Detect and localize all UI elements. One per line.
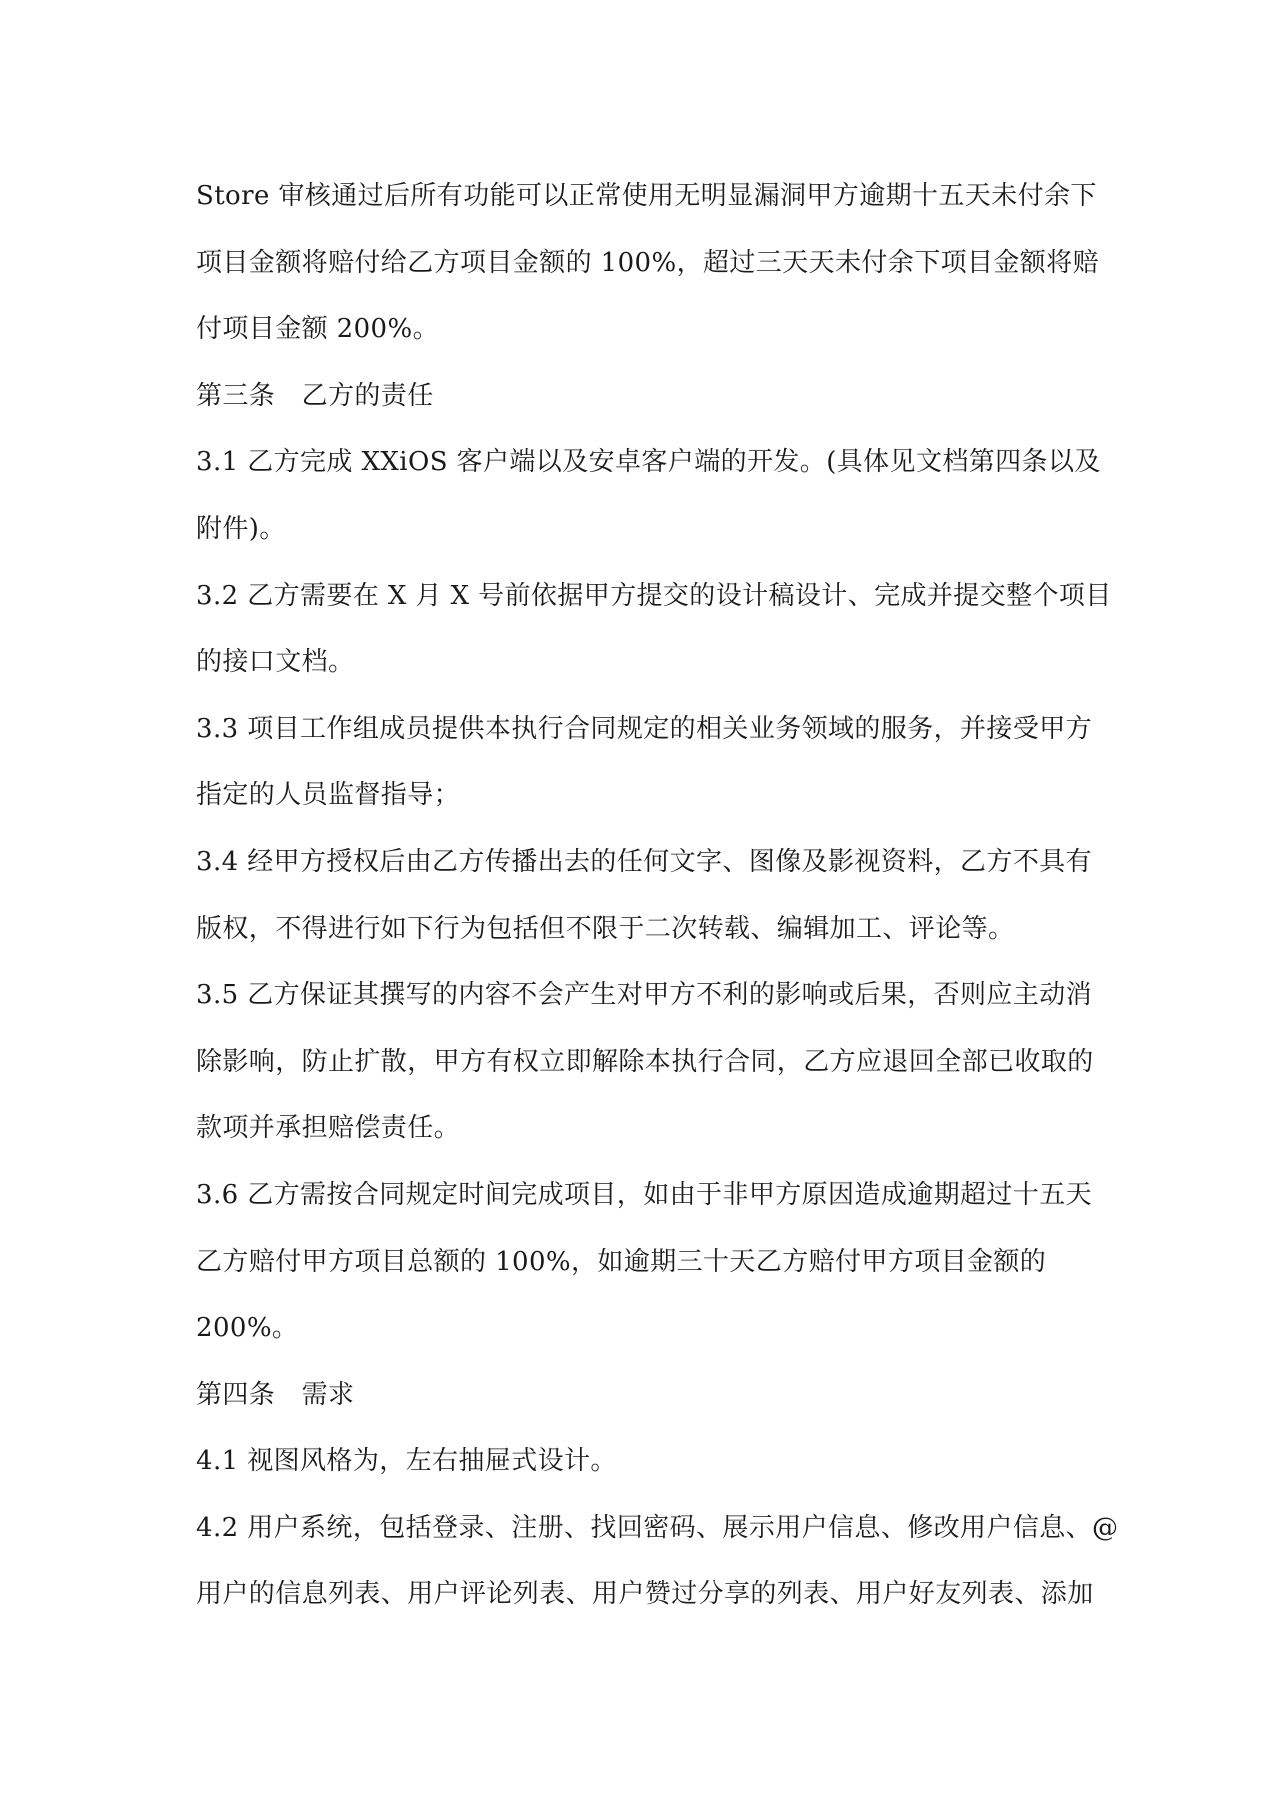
text-line: 用户的信息列表、用户评论列表、用户赞过分享的列表、用户好友列表、添加 — [196, 1579, 1094, 1610]
clause-3-6: 3.6 乙方需按合同规定时间完成项目，如由于非甲方原因造成逾期超过十五天 — [196, 1179, 1093, 1210]
clause-3-2: 3.2 乙方需要在 X 月 X 号前依据甲方提交的设计稿设计、完成并提交整个项目 — [196, 580, 1112, 611]
text-line: 项目金额将赔付给乙方项目金额的 100%，超过三天天未付余下项目金额将赔 — [196, 247, 1099, 278]
section-heading-3: 第三条 乙方的责任 — [196, 380, 434, 411]
section-heading-4: 第四条 需求 — [196, 1379, 355, 1410]
clause-4-1: 4.1 视图风格为，左右抽屉式设计。 — [196, 1446, 617, 1477]
text-line: 附件)。 — [196, 513, 286, 544]
clause-3-3: 3.3 项目工作组成员提供本执行合同规定的相关业务领域的服务，并接受甲方 — [196, 713, 1093, 744]
text-line: 付项目金额 200%。 — [196, 314, 439, 345]
text-line: 款项并承担赔偿责任。 — [196, 1113, 461, 1144]
text-line: 乙方赔付甲方项目总额的 100%，如逾期三十天乙方赔付甲方项目金额的 — [196, 1246, 1047, 1277]
clause-3-5: 3.5 乙方保证其撰写的内容不会产生对甲方不利的影响或后果，否则应主动消 — [196, 980, 1093, 1011]
document-body — [196, 163, 1119, 1628]
text-line: 版权，不得进行如下行为包括但不限于二次转载、编辑加工、评论等。 — [196, 913, 1015, 944]
clause-3-1: 3.1 乙方完成 XXiOS 客户端以及安卓客户端的开发。(具体见文档第四条以及 — [196, 447, 1101, 478]
text-line: 指定的人员监督指导； — [196, 780, 461, 811]
text-line: 除影响，防止扩散，甲方有权立即解除本执行合同，乙方应退回全部已收取的 — [196, 1046, 1094, 1077]
clause-3-4: 3.4 经甲方授权后由乙方传播出去的任何文字、图像及影视资料，乙方不具有 — [196, 846, 1093, 877]
text-line: Store 审核通过后所有功能可以正常使用无明显漏洞甲方逾期十五天未付余下 — [196, 181, 1097, 211]
text-line: 的接口文档。 — [196, 647, 355, 678]
text-line: 200%。 — [196, 1313, 299, 1344]
clause-4-2: 4.2 用户系统，包括登录、注册、找回密码、展示用户信息、修改用户信息、@ — [196, 1512, 1119, 1543]
